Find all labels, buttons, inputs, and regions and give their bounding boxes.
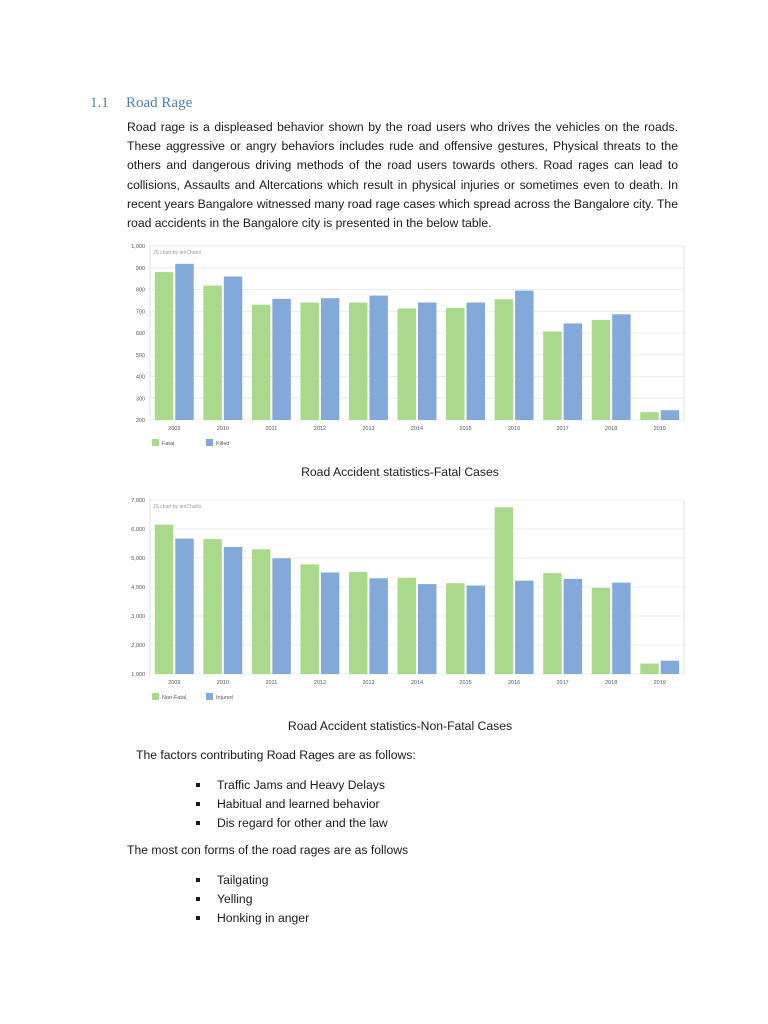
bullet-icon (196, 897, 200, 901)
y-tick-label: 600 (135, 331, 145, 337)
bar-fatal (398, 308, 416, 420)
y-tick-label: 1,000 (131, 672, 145, 678)
bar-killed (612, 314, 630, 420)
forms-list (196, 871, 309, 928)
x-tick-label: 2011 (265, 426, 278, 432)
bar-killed (272, 299, 290, 420)
bullet-icon (196, 783, 200, 787)
section-number: 1.1 (90, 95, 109, 111)
bar-killed (467, 303, 485, 420)
y-tick-label: 700 (135, 309, 145, 316)
x-tick-label: 2010 (216, 426, 229, 432)
bar-killed (515, 291, 533, 420)
fatal-cases-chart (118, 240, 688, 452)
x-tick-label: 2010 (216, 680, 229, 686)
bar-injured (612, 583, 630, 674)
y-tick-label: 200 (135, 418, 145, 424)
bullet-icon (196, 878, 200, 882)
y-tick-label: 500 (135, 352, 145, 359)
y-tick-label: 7,000 (131, 498, 145, 504)
bar-fatal (592, 320, 610, 420)
x-tick-label: 2014 (410, 426, 424, 432)
x-tick-label: 2015 (459, 426, 472, 432)
road-rage-paragraph: Road rage is a displeased behavior shown by the road users who drives the vehicles on the roads. These aggressive or angry behaviors includes rude and offensive gestures, Physical threats to the others and dangerous driving methods of the road users towards others. Road rages can lead to collisions, Assaults and Altercations which result in physical injuries or sometimes even to death. In recent years Bangalore witnessed many road rage cases which spread across the Bangalore city. The road accidents in the Bangalore city is presented in the below table. (127, 120, 678, 231)
x-tick-label: 2017 (556, 426, 569, 432)
bar-killed (321, 298, 339, 420)
chart-watermark: JS chart by amCharts (153, 250, 202, 256)
bar-non-fatal (398, 578, 416, 674)
x-tick-label: 2012 (313, 426, 327, 432)
y-tick-label: 900 (135, 265, 145, 272)
bar-killed (224, 276, 242, 420)
y-tick-label: 400 (135, 374, 145, 381)
list-item (196, 871, 309, 890)
list-item (196, 776, 388, 795)
x-tick-label: 2019 (653, 426, 666, 432)
bar-killed (175, 264, 193, 420)
y-tick-label: 300 (135, 396, 145, 403)
bar-injured (515, 581, 533, 674)
bar-fatal (446, 308, 464, 420)
list-item-text: Dis regard for other and the law (217, 816, 388, 830)
legend-label: Fatal (162, 441, 175, 447)
x-tick-label: 2009 (168, 680, 181, 686)
forms-intro: The most con forms of the road rages are as follows (127, 843, 409, 857)
x-tick-label: 2018 (605, 426, 618, 432)
list-item (196, 795, 388, 814)
nonfatal-cases-chart-svg (118, 494, 688, 706)
bar-injured (321, 573, 339, 675)
bar-killed (418, 303, 436, 420)
list-item (196, 814, 388, 833)
y-tick-label: 2,000 (131, 643, 145, 649)
bar-injured (175, 539, 193, 674)
bar-non-fatal (640, 664, 658, 674)
x-tick-label: 2012 (313, 680, 327, 686)
bullet-icon (196, 821, 200, 825)
bar-fatal (203, 286, 221, 420)
bar-fatal (640, 412, 658, 420)
x-tick-label: 2014 (410, 680, 424, 686)
y-tick-label: 4,000 (131, 585, 145, 591)
legend-swatch (206, 439, 213, 446)
bar-injured (418, 584, 436, 674)
list-item-text: Tailgating (217, 873, 269, 887)
list-item-text: Honking in anger (217, 911, 310, 925)
bar-killed (369, 296, 387, 420)
factors-list (196, 776, 388, 833)
bar-injured (661, 661, 679, 674)
nonfatal-cases-chart (118, 494, 688, 706)
bar-killed (661, 410, 679, 420)
list-item-text: Yelling (217, 892, 253, 906)
x-tick-label: 2013 (362, 426, 375, 432)
legend-label: Non-Fatal (162, 695, 187, 701)
fatal-chart-caption: Road Accident statistics-Fatal Cases (301, 465, 499, 479)
legend-swatch (206, 693, 213, 700)
bar-non-fatal (155, 525, 173, 674)
bar-injured (272, 558, 290, 674)
legend-swatch (152, 693, 159, 700)
bar-fatal (155, 272, 173, 420)
bar-fatal (543, 331, 561, 420)
nonfatal-chart-caption: Road Accident statistics-Non-Fatal Cases (287, 719, 513, 733)
y-tick-label: 3,000 (131, 614, 145, 620)
fatal-cases-chart-svg (118, 240, 688, 452)
x-tick-label: 2009 (168, 426, 181, 432)
x-tick-label: 2015 (459, 680, 472, 686)
y-tick-label: 800 (135, 287, 145, 294)
bullet-icon (196, 916, 200, 920)
bar-injured (467, 586, 485, 674)
bar-fatal (349, 303, 367, 420)
bar-fatal (300, 303, 318, 420)
section-heading (90, 95, 192, 112)
list-item (196, 890, 309, 909)
x-tick-label: 2016 (507, 680, 521, 686)
list-item (196, 909, 309, 928)
list-item-text: Habitual and learned behavior (217, 797, 380, 811)
legend-swatch (152, 439, 159, 446)
x-tick-label: 2019 (653, 680, 666, 686)
bar-non-fatal (252, 549, 270, 674)
legend-label: Killed (216, 441, 230, 447)
y-tick-label: 1,000 (131, 244, 145, 250)
bar-non-fatal (349, 572, 367, 674)
bar-non-fatal (592, 588, 610, 674)
x-tick-label: 2017 (556, 680, 569, 686)
bar-injured (564, 579, 582, 674)
bar-non-fatal (446, 583, 464, 674)
bar-non-fatal (543, 573, 561, 674)
x-tick-label: 2013 (362, 680, 375, 686)
list-item-text: Traffic Jams and Heavy Delays (217, 778, 385, 792)
bar-injured (369, 578, 387, 674)
y-tick-label: 6,000 (131, 527, 145, 533)
section-title: Road Rage (126, 95, 193, 111)
x-tick-label: 2016 (507, 426, 521, 432)
bar-killed (564, 323, 582, 420)
bullet-icon (196, 802, 200, 806)
factors-intro: The factors contributing Road Rages are as follows: (136, 748, 416, 762)
bar-non-fatal (203, 539, 221, 674)
bar-non-fatal (495, 507, 513, 674)
bar-fatal (495, 299, 513, 420)
bar-fatal (252, 305, 270, 420)
y-tick-label: 5,000 (131, 556, 145, 562)
chart-watermark: JS chart by amCharts (153, 504, 202, 510)
x-tick-label: 2018 (605, 680, 618, 686)
x-tick-label: 2011 (265, 680, 278, 686)
bar-non-fatal (300, 564, 318, 674)
legend-label: Injured (216, 695, 233, 701)
bar-injured (224, 547, 242, 674)
